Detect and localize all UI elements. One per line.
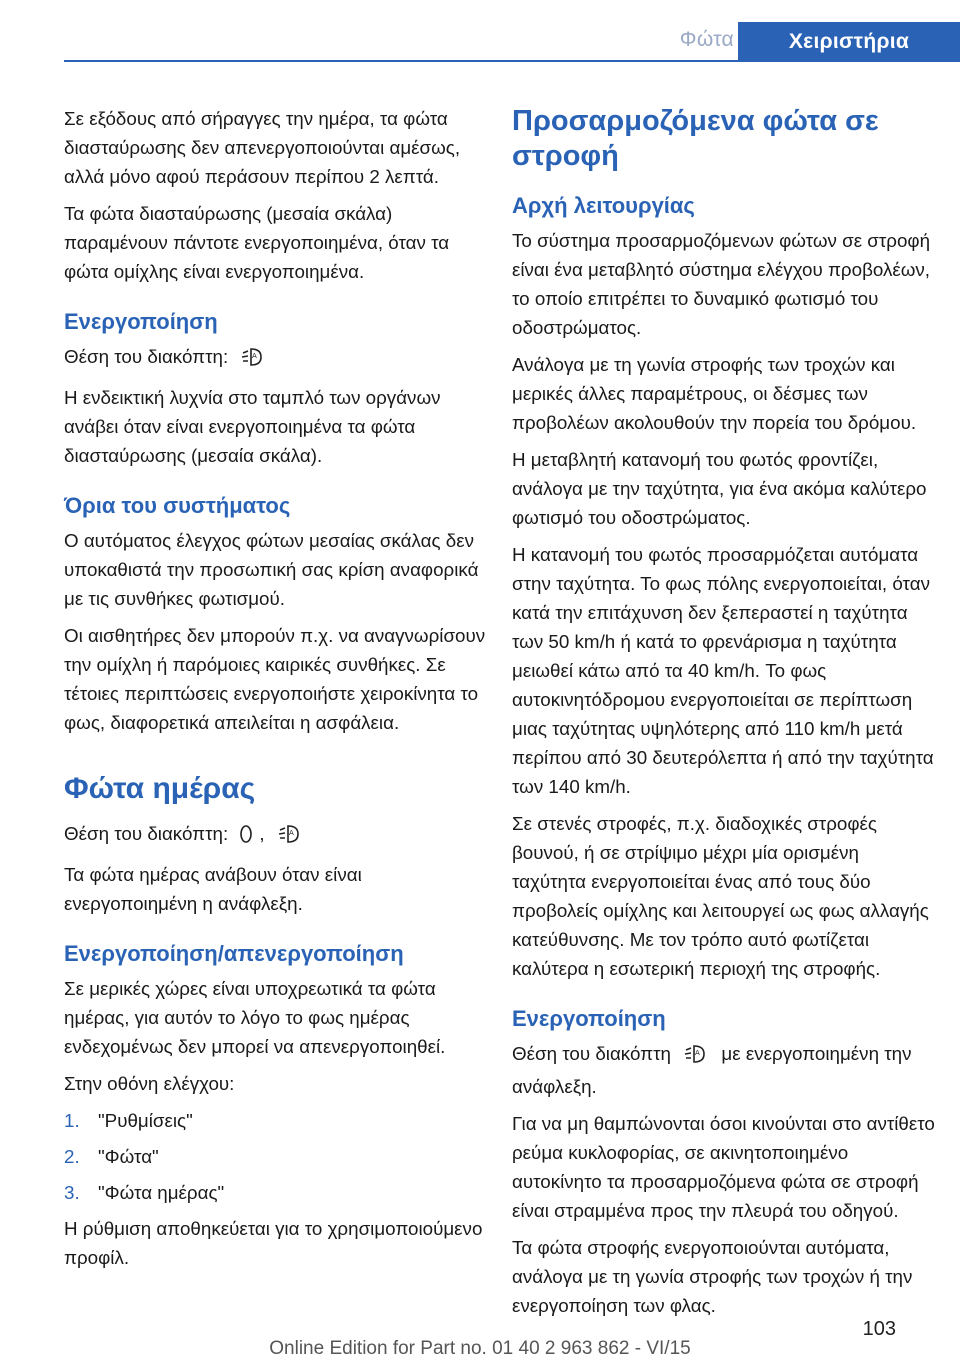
step-number: 1. [64, 1110, 80, 1131]
page-header [64, 22, 960, 62]
paragraph: Σε εξόδους από σήραγγες την ημέρα, τα φώτα διασταύρωσης δεν απενεργοποιούνται αμέσως, αλλά μόνο αφού περάσουν περίπου 2 λεπτά. [64, 108, 461, 187]
paragraph: Τα φώτα ημέρας ανάβουν όταν είναι ενεργοποιημένη η ανάφλεξη. [64, 864, 362, 914]
page-number: 103 [862, 1318, 896, 1340]
header-section-tab[interactable]: Φώτα [679, 28, 734, 51]
list-item [64, 1142, 490, 1171]
header-chapter-tab[interactable]: Χειριστήρια [738, 22, 960, 62]
paragraph: Τα φώτα διασταύρωσης (μεσαία σκάλα) παραμένουν πάντοτε ενεργοποιημένα, όταν τα φώτα ομίχλης είναι ενεργοποιημένα. [64, 203, 450, 282]
svg-text:A: A [252, 352, 258, 360]
heading-activation-deactivation: Ενεργοποίηση/απενεργοποίηση [64, 941, 404, 966]
step-text: "Ρυθμίσεις" [98, 1110, 193, 1131]
step-text: "Φώτα ημέρας" [98, 1182, 225, 1203]
switch-position-label: Θέση του διακόπτη [512, 1043, 671, 1064]
left-column [64, 104, 490, 1280]
heading-system-limits: Όρια του συστήματος [64, 493, 291, 518]
paragraph: Σε στενές στροφές, π.χ. διαδοχικές στροφές βουνού, ή σε στρίψιμο μέχρι μία ορισμένη ταχύτητα ενεργοποιείται ένας από τους δύο προβολείς ομίχλης και λειτουργεί ως φως αλλαγής κατεύθυνσης. Με τον τρόπο αυτό φωτίζεται καλύτερα η εσωτερική περιοχή της στροφής. [512, 813, 929, 979]
svg-text:A: A [695, 1049, 700, 1057]
list-item [64, 1178, 490, 1207]
svg-text:A: A [288, 829, 294, 837]
paragraph: Οι αισθητήρες δεν μπορούν π.χ. να αναγνωρίσουν την ομίχλη ή παρόμοιες καιρικές συνθήκες. Σε τέτοιες περιπτώσεις ενεργοποιήστε χειροκίνητα το φως, διαφορετικά απειλείται η ασφάλεια. [64, 625, 486, 733]
list-item [64, 1106, 490, 1135]
paragraph: Σε μερικές χώρες είναι υποχρεωτικά τα φώτα ημέρας, για αυτόν το λόγο το φως ημέρας ενδεχομένως δεν μπορεί να απενεργοποιηθεί. [64, 978, 446, 1057]
step-text: "Φώτα" [98, 1146, 159, 1167]
switch-position-label: Θέση του διακόπτη: [64, 346, 229, 367]
heading-activation: Ενεργοποίηση [64, 309, 218, 334]
paragraph: Η μεταβλητή κατανομή του φωτός φροντίζει, ανάλογα με την ταχύτητα, για ένα ακόμα καλύτερο φωτισμό του οδοστρώματος. [512, 449, 927, 528]
heading-daytime-lights: Φώτα ημέρας [64, 772, 256, 805]
auto-headlight-control-icon [239, 346, 267, 375]
switch-position-suffix: με ενεργοποιημένη την ανάφλεξη. [512, 1043, 912, 1097]
paragraph: Για να μη θαμπώνονται όσοι κινούνται στο αντίθετο ρεύμα κυκλοφορίας, σε ακινητοποιημένο αυτοκίνητο τα προσαρμοζόμενα φώτα σε στροφή είναι στραμμένα προς την πλευρά του οδηγού. [512, 1113, 935, 1221]
paragraph: Η ενδεικτική λυχνία στο ταμπλό των οργάνων ανάβει όταν είναι ενεργοποιημένα τα φώτα διασταύρωσης (μεσαία σκάλα). [64, 387, 441, 466]
switch-position-line [512, 1039, 938, 1101]
paragraph: Ανάλογα με τη γωνία στροφής των τροχών και μερικές άλλες παραμέτρους, οι δέσμες των προβολέων ακολουθούν την πορεία του δρόμου. [512, 354, 917, 433]
steps-list [64, 1106, 490, 1207]
auto-headlight-control-icon [276, 823, 304, 852]
auto-headlight-control-icon [682, 1043, 710, 1072]
heading-principle: Αρχή λειτουργίας [512, 193, 695, 218]
heading-activation: Ενεργοποίηση [512, 1006, 666, 1031]
step-number: 3. [64, 1182, 80, 1203]
switch-position-line [64, 342, 490, 375]
switch-position-label: Θέση του διακόπτη: [64, 823, 229, 844]
paragraph: Ο αυτόματος έλεγχος φώτων μεσαίας σκάλας δεν υποκαθιστά την προσωπική σας κρίση αναφορικά με τις συνθήκες φωτισμού. [64, 530, 479, 609]
step-number: 2. [64, 1146, 80, 1167]
heading-adaptive-lights: Προσαρμοζόμενα φώτα σε στροφή [512, 105, 879, 172]
edition-footer: Online Edition for Part no. 01 40 2 963 862 - VI/15 [269, 1338, 691, 1359]
paragraph: Η κατανομή του φωτός προσαρμόζεται αυτόματα στην ταχύτητα. Το φως πόλης ενεργοποιείται, όταν κατά την επιτάχυνση δεν ξεπεραστεί η ταχύτητα των 50 km/h ή κατά το φρενάρισμα η ταχύτητα μειωθεί κάτω από τα 40 km/h. Το φως αυτοκινητόδρομου ενεργοποιείται σε περίπτωση μιας ταχύτητας υψηλότερης από 110 km/h μετά περίπου από 30 δευτερόλεπτα ή από την ταχύτητα των 140 km/h. [512, 544, 934, 797]
comma: , [259, 823, 265, 844]
right-column [512, 104, 938, 1328]
switch-position-line [64, 819, 490, 852]
header-rule [64, 60, 960, 62]
paragraph: Τα φώτα στροφής ενεργοποιούνται αυτόματα, ανάλογα με τη γωνία στροφής των τροχών ή την ενεργοποίηση των φλας. [512, 1237, 913, 1316]
paragraph: Το σύστημα προσαρμοζόμενων φώτων σε στροφή είναι ένα μεταβλητό σύστημα ελέγχου προβολέων, το οποίο επιτρέπει το δυναμικό φωτισμό του οδοστρώματος. [512, 230, 931, 338]
switch-off-icon [239, 823, 253, 852]
paragraph: Η ρύθμιση αποθηκεύεται για το χρησιμοποιούμενο προφίλ. [64, 1218, 483, 1268]
paragraph: Στην οθόνη ελέγχου: [64, 1073, 235, 1094]
